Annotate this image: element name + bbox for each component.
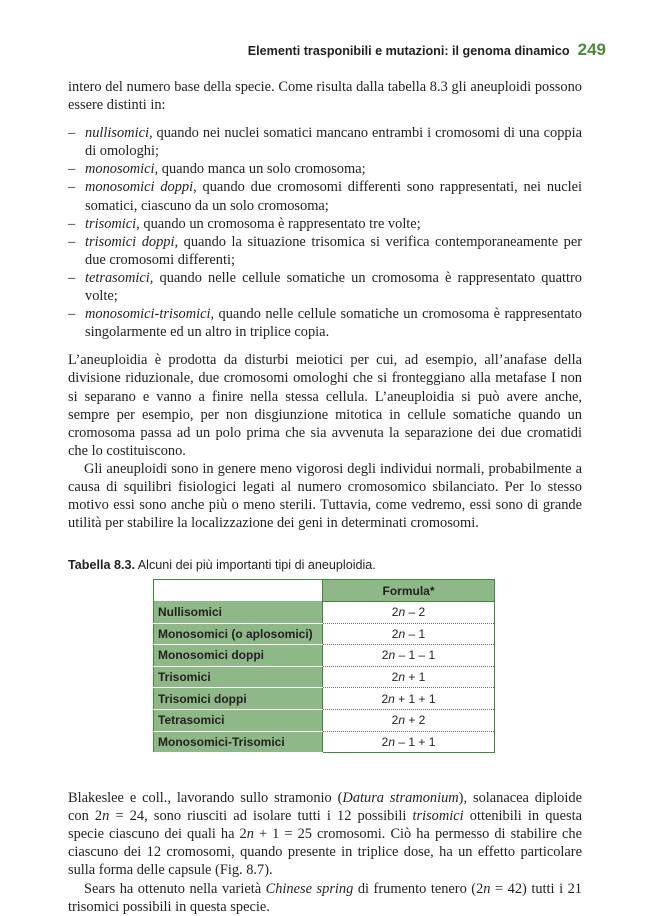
chapter-title: Elementi trasponibili e mutazioni: il genoma dinamico [247, 44, 570, 58]
formula-cell: 2n – 1 + 1 [323, 731, 495, 753]
list-item: – monosomici, quando manca un solo cromosoma; [68, 161, 366, 178]
table-row [154, 709, 495, 731]
list-item: – trisomici doppi, quando la situazione trisomica si verifica contemporaneamente per due cromosomi differenti; [68, 233, 583, 268]
formula-cell: 2n – 1 [323, 623, 495, 645]
table-row [154, 731, 495, 753]
list-item: – nullisomici, quando nei nuclei somatici mancano entrambi i cromosomi di una coppia di omologhi; [68, 125, 582, 160]
type-cell: Trisomici [154, 666, 323, 688]
intro-paragraph: intero del numero base della specie. Come risulta dalla tabella 8.3 gli aneuploidi possono essere distinti in: [68, 79, 582, 114]
formula-cell: 2n + 2 [323, 709, 495, 731]
type-cell: Monosomici doppi [154, 645, 323, 667]
formula-cell: 2n – 1 – 1 [323, 645, 495, 667]
table-caption: Tabella 8.3. Alcuni dei più importanti tipi di aneuploidia. [68, 558, 376, 573]
list-item: – tetrasomici, quando nelle cellule somatiche un cromosoma è rappresentato quattro volte; [68, 269, 582, 305]
formula-cell: 2n + 1 [323, 666, 495, 688]
table-header: Formula* [323, 580, 495, 602]
table-row [154, 623, 495, 645]
type-cell: Tetrasomici [154, 709, 323, 731]
list-item: – monosomici doppi, quando due cromosomi differenti sono rappresentati, nei nuclei somatici, ciascuno da un solo cromosoma; [68, 179, 582, 214]
type-cell: Monosomici-Trisomici [154, 731, 323, 753]
running-header [68, 40, 606, 60]
body-paragraph: Sears ha ottenuto nella varietà Chinese spring di frumento tenero (2n = 42) tutti i 21 trisomici possibili in questa specie. [68, 880, 582, 915]
table-row [154, 666, 495, 688]
body-paragraph: Gli aneuploidi sono in genere meno vigorosi degli individui normali, probabilmente a causa di squilibri fisiologici legati al numero cromosomico sbilanciato. Per lo stesso motivo essi sono anche più o meno sterili. Tuttavia, come vedremo, essi sono di grande utilità per stabilire la localizzazione dei geni in determinati cromosomi. [68, 460, 582, 532]
type-cell: Nullisomici [154, 601, 323, 623]
formula-cell: 2n – 2 [323, 601, 495, 623]
type-cell: Monosomici (o aplosomici) [154, 623, 323, 645]
page-body [68, 78, 582, 916]
table-row [154, 688, 495, 710]
aneuploid-list [68, 124, 582, 341]
list-item: – monosomici-trisomici, quando nelle cellule somatiche un cromosoma è rappresentato singolarmente ed un altro in triplice copia. [68, 306, 582, 341]
aneuploidy-table [153, 579, 495, 753]
table-row [154, 601, 495, 623]
body-paragraph: L’aneuploidia è prodotta da disturbi meiotici per cui, ad esempio, all’anafase della divisione riduzionale, due cromosomi omologhi che si fronteggiano alla metafase I non si separano e vanno a finire nella stessa cellula. L’aneuploidia si può avere anche, sempre per esempio, per non disgiunzione mitotica in cellule somatiche quando un cromosoma passa ad un polo prima che sia avvenuta la separazione dei due cromatidi che lo costituiscono. [68, 352, 582, 459]
type-cell: Trisomici doppi [154, 688, 323, 710]
table-row [154, 645, 495, 667]
page-number: 249 [577, 40, 606, 59]
formula-cell: 2n + 1 + 1 [323, 688, 495, 710]
body-paragraph: Blakeslee e coll., lavorando sullo stramonio (Datura stramonium), solanacea diploide con 2n = 24, sono riusciti ad isolare tutti i 12 possibili trisomici ottenibili in questa specie ciascuno dei quali ha 2n + 1 = 25 cromosomi. Ciò ha permesso di stabilire che ciascuno dei 12 cromosomi, quando presente in triplice dose, ha un effetto particolare sulla forma delle capsule (Fig. 8.7). [68, 790, 582, 879]
list-item: – trisomici, quando un cromosoma è rappresentato tre volte; [68, 215, 421, 232]
